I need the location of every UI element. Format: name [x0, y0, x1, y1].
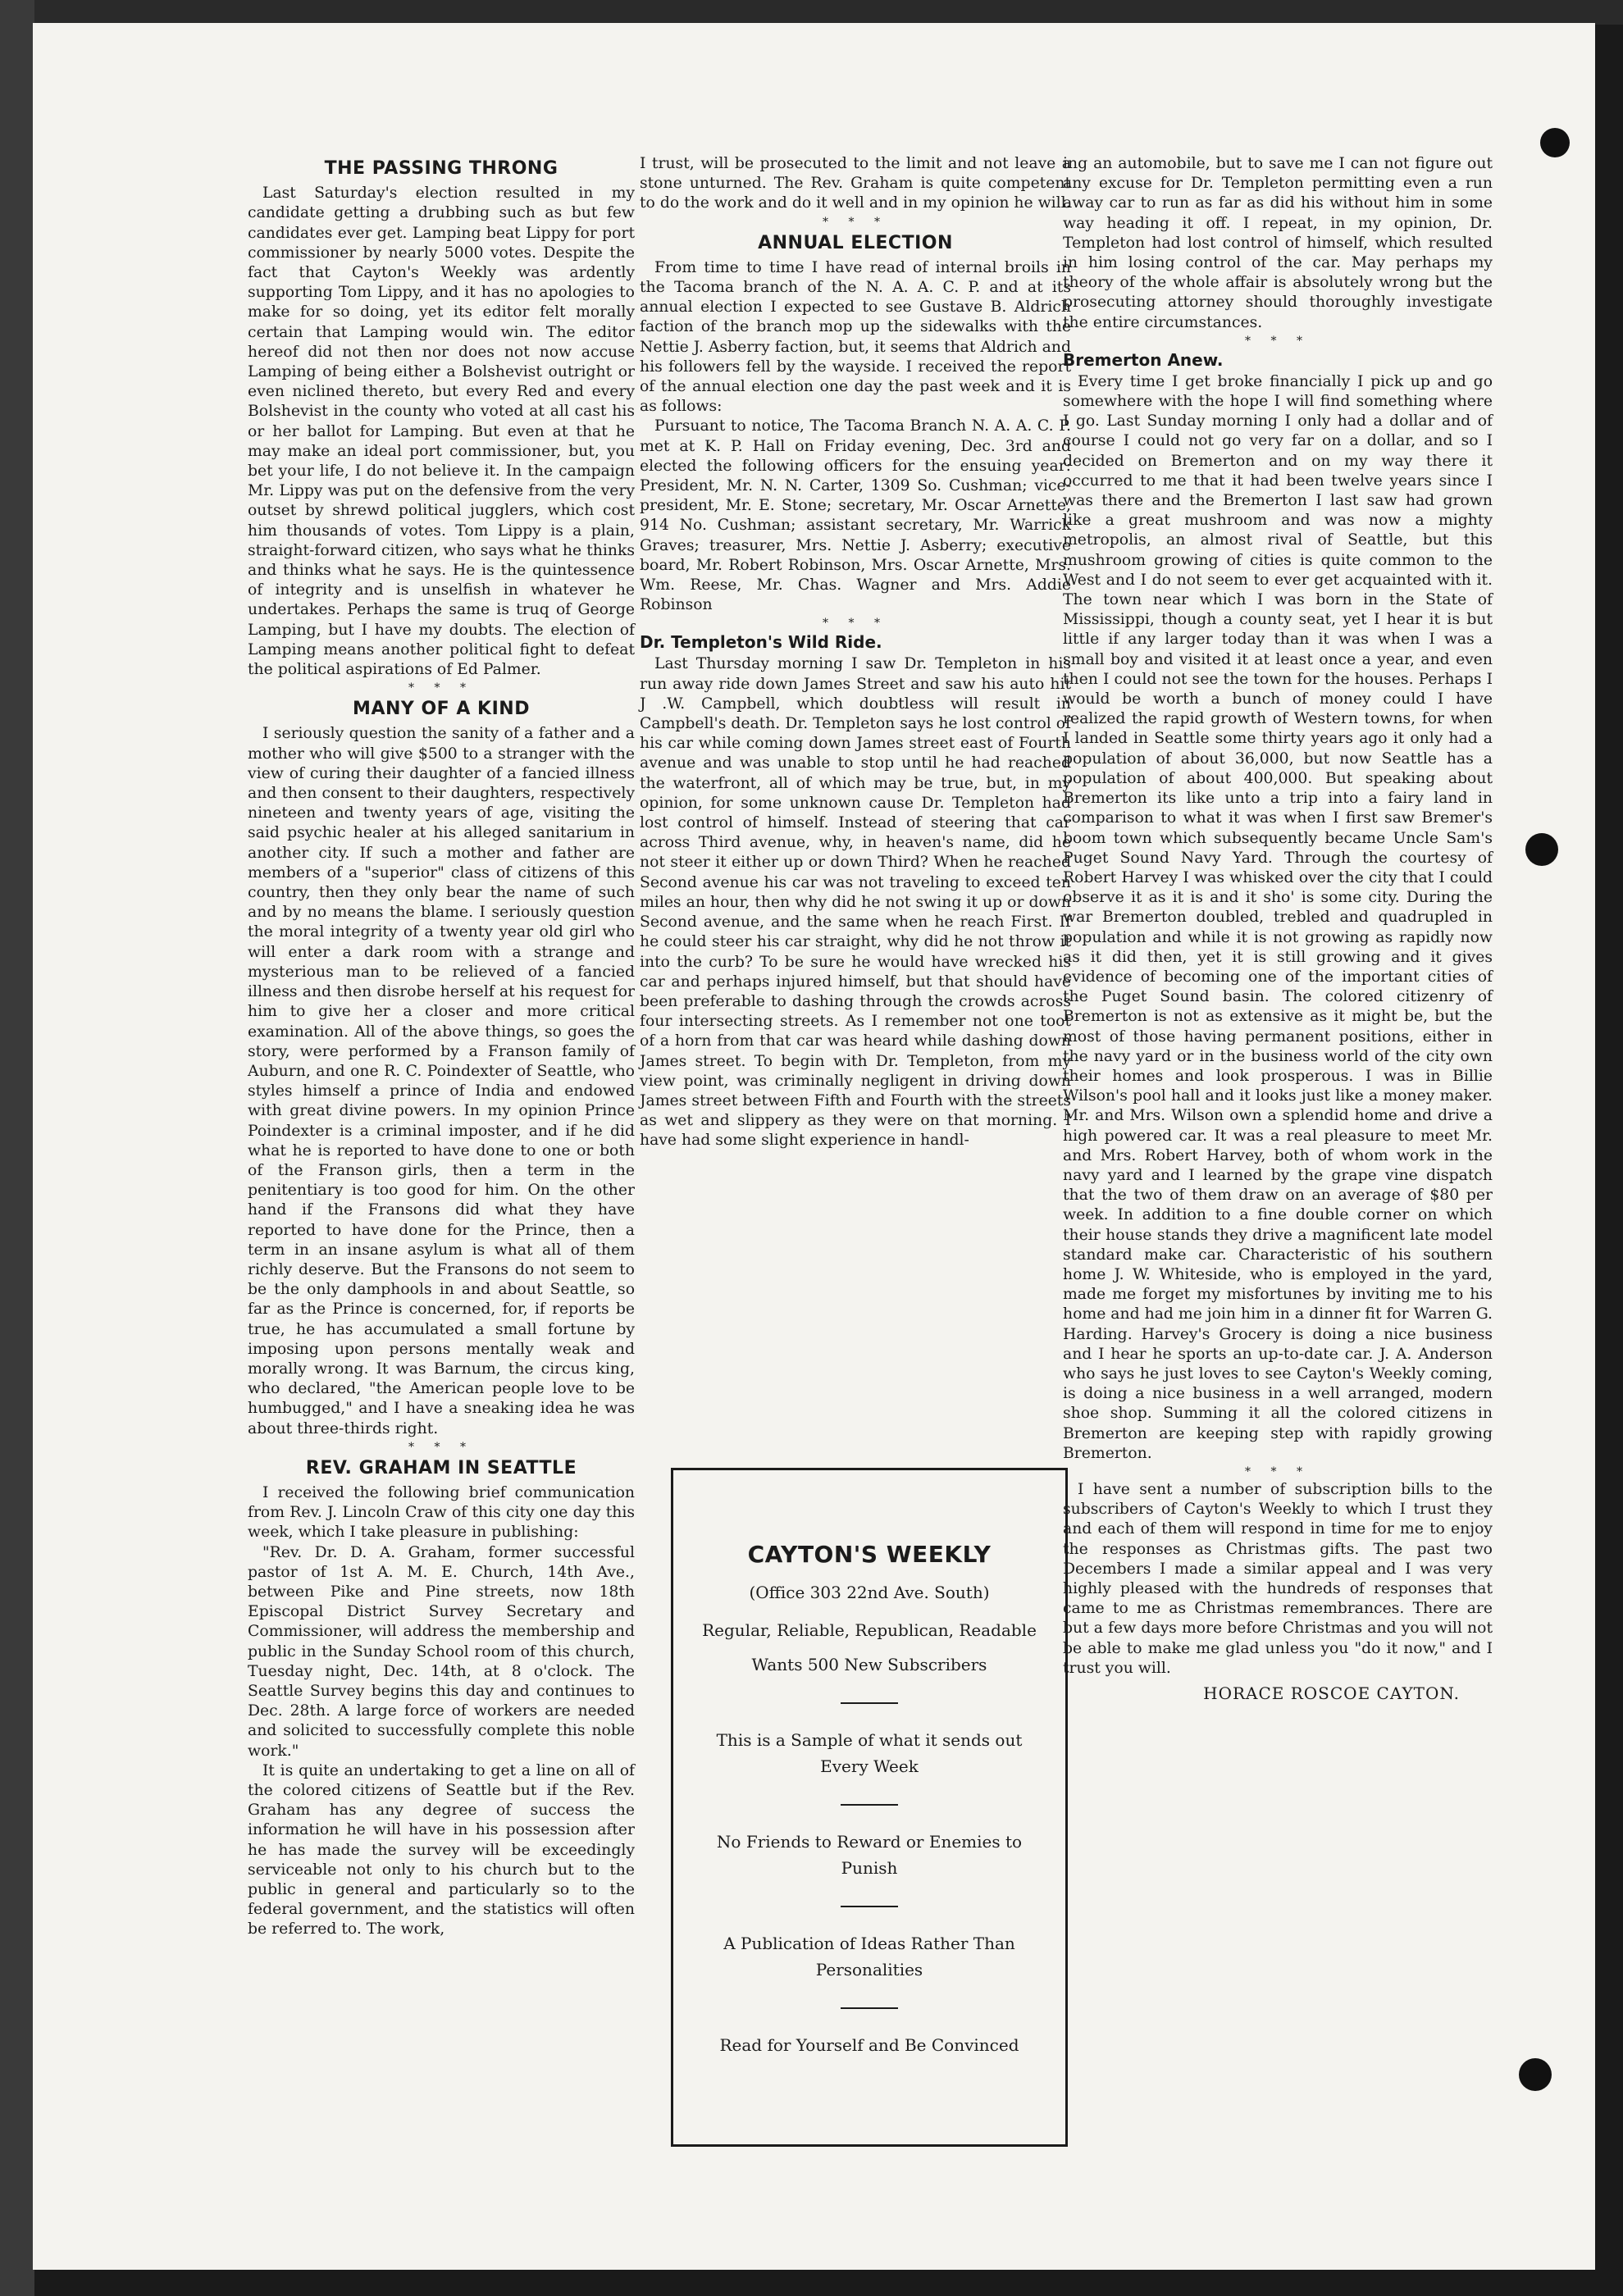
ad-wants: Wants 500 New Subscribers — [751, 1655, 987, 1674]
scan-border-top — [0, 0, 1623, 25]
column-2 — [640, 154, 1071, 1151]
article-paragraph: Last Thursday morning I saw Dr. Templeton in his run away ride down James Street and saw his auto hit J .W. Campbell, which doubtless will result in Campbell's death. Dr. Templeton says he lost control of his car while coming down James street east of Fourth avenue and was unable to stop until he had reached the waterfront, all of which may be true, but, in my opinion, for some unknown cause Dr. Templeton had lost control of himself. Instead of steering that car across Third avenue, why, in heaven's name, did he not steer it either up or down Third? When he reached Second avenue his car was not traveling to exceed ten miles an hour, then why did he not swing it up or down Second avenue, and the same when he reach First. If he could steer his car straight, why did he not throw it into the curb? To be sure he would have wrecked his car and perhaps injured himself, but that should have been preferable to dashing through the crowds across four intersecting streets. As I remember not one toot of a horn from that car was heard while dashing down James street. To begin with Dr. Templeton, from my view point, was criminally negligent in driving down James street between Fifth and Fourth with the streets as wet and slippery as they were on that morning. I have had some slight experience in handl- — [640, 655, 1071, 1150]
binding-hole-top — [1540, 128, 1570, 157]
article-paragraph: Pursuant to notice, The Tacoma Branch N. A. A. C. P. met at K. P. Hall on Friday evening, Dec. 3rd and elected the following officers for the ensuing year: President, Mr. N. N. Carter, 1309 So. Cushman; vice-president, Mr. E. Stone; secretary, Mr. Oscar Arnette, 914 No. Cushman; assistant secretary, Mr. Warrick Graves; treasurer, Mrs. Nettie J. Asberry; executive board, Mr. Robert Robinson, Mrs. Oscar Arnette, Mrs. Wm. Reese, Mr. Chas. Wagner and Mrs. Addie Robinson — [640, 417, 1071, 614]
binding-hole-bottom — [1519, 2058, 1552, 2091]
section-separator: * * * — [1245, 334, 1311, 348]
ad-divider — [841, 1906, 898, 1907]
section-separator: * * * — [408, 1440, 474, 1454]
article-headline: MANY OF A KIND — [353, 699, 530, 720]
caytons-weekly-advertisement-box — [671, 1468, 1068, 2147]
article-paragraph-continued: I trust, will be prosecuted to the limit and not leave a stone unturned. The Rev. Graham is quite competent to do the work and do it well and in my opinion he will. — [640, 155, 1071, 212]
article-headline: REV. GRAHAM IN SEATTLE — [305, 1457, 577, 1478]
article-paragraph: "Rev. Dr. D. A. Graham, former successful pastor of 1st A. M. E. Church, 14th Ave., between Pike and Pine streets, now 18th Episcopal District Survey Secretary and Commissioner, will address the membership and public in the Sunday School room of this church, Tuesday night, Dec. 14th, at 8 o'clock. The Seattle Survey begins this day and continues to Dec. 28th. A large force of workers are needed and solicited to successfully complete this noble work." — [248, 1543, 635, 1760]
article-paragraph: Every time I get broke financially I pick up and go somewhere with the hope I will find something where I go. Last Sunday morning I only had a dollar and of course I could not go very far on a dollar, and so I decided on Bremerton and on my way there it occurred to me that it had been twelve years since I was there and the Bremerton I last saw had grown like a great mushroom and was now a mighty metropolis, an almost rival of Seattle, but this mushroom growing of cities is quite common to the West and I do not seem to ever get acquainted with it. The town near which I was born in the State of Mississippi, though a county seat, yet I hear it is but little if any larger today than it was when I was a small boy and visited it at least once a year, and even then I could not see the town for the houses. Perhaps I would be worth a bunch of money could I have realized the rapid growth of Western towns, for when I landed in Seattle some thirty years ago it only had a population of about 36,000, but now Seattle has a population of about 400,000. But speaking about Bremerton its like unto a trip into a fairy land in comparison to what it was when I first saw Bremer's boom town which subsequently became Uncle Sam's Puget Sound Navy Yard. Through the courtesy of Robert Harvey I was whisked over the city that I could observe it as it is and it sho' is some city. During the war Bremerton doubled, trebled and quadrupled in population and while it is not growing as rapidly now as it did then, yet it is still growing and it gives evidence of becoming one of the important cities of the Puget Sound basin. The colored citizenry of Bremerton is not as extensive as it might be, but the most of those having permanent positions, either in the navy yard or in the business world of the city own their homes and look prosperous. I was in Billie Wilson's pool hall and it looks just like a money maker. Mr. and Mrs. Wilson own a splendid home and drive a high powered car. It was a real pleasure to meet Mr. and Mrs. Robert Harvey, both of whom work in the navy yard and I learned by the grape vine dispatch that the two of them draw on an average of $80 per week. In addition to a fine double corner on which their house stands they drive a magnificent late model standard make car. Characteristic of his southern home J. W. Whiteside, who is employed in the yard, made me forget my misfortunes by inviting me to his home and had me join him in a dinner fit for Warren G. Harding. Harvey's Grocery is doing a nice business and I hear he sports an up-to-date car. J. A. Anderson who says he just loves to see Cayton's Weekly coming, is doing a nice business in a well arranged, modern shoe shop. Summing it all the colored citizens in Bremerton are keeping step with rapidly growing Bremerton. — [1063, 372, 1493, 1462]
column-3 — [1063, 154, 1493, 1703]
column-1 — [248, 154, 635, 1940]
ad-office-address: (Office 303 22nd Ave. South) — [749, 1583, 990, 1602]
ad-divider — [841, 2007, 898, 2009]
article-paragraph: I received the following brief communication from Rev. J. Lincoln Craw of this city one day this week, which I take pleasure in publishing: — [248, 1483, 635, 1542]
ad-divider — [841, 1702, 898, 1704]
ad-tagline: Regular, Reliable, Republican, Readable — [702, 1620, 1037, 1640]
article-paragraph: Last Saturday's election resulted in my candidate getting a drubbing such as but few candidates ever get. Lamping beat Lippy for port commissioner by nearly 5000 votes. Despite the fact that Cayton's Weekly was ardently supporting Tom Lippy, and it has no apologies to make for so doing, yet its editor felt morally certain that Lamping would win. The editor hereof did not then nor does not now accuse Lamping of being either a Bolshevist outright or even niclined thereto, but every Red and every Bolshevist in the county who voted at all cast his or her ballot for Lamping. But even at that he may make an ideal port commissioner, but, you bet your life, I do not believe it. In the campaign Mr. Lippy was put on the defensive from the very outset by shrewd political jugglers, which cost him thousands of votes. Tom Lippy is a plain, straight-forward citizen, who says what he thinks and thinks what he says. He is the quintessence of integrity and is unselfish in whatever he undertakes. Perhaps the same is truq of George Lamping, but I have my doubts. The election of Lamping means another political fight to defeat the political aspirations of Ed Palmer. — [248, 184, 635, 679]
ad-divider — [841, 1804, 898, 1806]
author-signature: HORACE ROSCOE CAYTON. — [1203, 1683, 1460, 1704]
ad-title: CAYTON'S WEEKLY — [747, 1541, 992, 1568]
ad-item-ideas: A Publication of Ideas Rather Than Personalities — [723, 1934, 1015, 1979]
article-headline: Dr. Templeton's Wild Ride. — [640, 632, 882, 653]
section-separator: * * * — [823, 617, 888, 631]
article-paragraph: It is quite an undertaking to get a line on all of the colored citizens of Seattle but if the Rev. Graham has any degree of success the information he will have in his possession after he has made the survey will be exceedingly serviceable not only to his church but to the public in general and particularly so to the federal government, and the statistics will often be referred to. The work, — [248, 1761, 635, 1938]
article-paragraph: I seriously question the sanity of a father and a mother who will give $500 to a stranger with the view of curing their daughter of a fancied illness and then consent to their daughters, respectively nineteen and twenty years of age, visiting the said psychic healer at his alleged sanitarium in another city. If such a mother and father are members of a "superior" class of citizens of this country, then they only bear the name of such and by no means the blame. I seriously question the moral integrity of a twenty year old girl who will enter a dark room with a strange and mysterious man to be relieved of a fancied illness and then disrobe herself at his request for him to give her a closer and more critical examination. All of the above things, so goes the story, were performed by a Franson family of Auburn, and one R. C. Poindexter of Seattle, who styles himself a prince of India and endowed with great divine powers. In my opinion Prince Poindexter is a criminal imposter, and if he did what he is reported to have done to one or both of the Franson girls, then a term in the penitentiary is too good for him. On the other hand if the Fransons did what they have reported to have done for the Prince, then a term in an insane asylum is what all of them richly deserve. But the Fransons do not seem to be the only damphools in and about Seattle, so far as the Prince is concerned, for, if reports be true, he has accumulated a small fortune by imposing upon persons mentally weak and morally wrong. It was Barnum, the circus king, who declared, "the American people love to be humbugged," and I have a sneaking idea he was about three-thirds right. — [248, 725, 635, 1437]
ad-item-read: Read for Yourself and Be Convinced — [719, 2035, 1019, 2055]
ad-item-sample: This is a Sample of what it sends out Every Week — [716, 1730, 1023, 1776]
section-separator: * * * — [1245, 1465, 1311, 1478]
article-paragraph: I have sent a number of subscription bills to the subscribers of Cayton's Weekly to which I trust they and each of them will respond in time for me to enjoy the responses as Christmas gifts. The past two Decembers I made a similar appeal and I was very highly pleased with the hundreds of responses that came to me as Christmas remembrances. There are but a few days more before Christmas and you will not be able to make me glad unless you "do it now," and I trust you will. — [1063, 1481, 1493, 1677]
article-headline: THE PASSING THRONG — [324, 158, 558, 179]
scan-border-left — [0, 0, 34, 2296]
section-separator: * * * — [823, 215, 888, 229]
article-headline: Bremerton Anew. — [1063, 349, 1224, 370]
article-headline: ANNUAL ELECTION — [758, 232, 953, 253]
section-separator: * * * — [408, 681, 474, 695]
article-paragraph-continued: ing an automobile, but to save me I can not figure out any excuse for Dr. Templeton permitting even a run away car to run as far as did his without him in some way heading it off. I repeat, in my opinion, Dr. Templeton had lost control of himself, which resulted in him losing control of the car. May perhaps my theory of the whole affair is absolutely wrong but the prosecuting attorney should thoroughly investigate the entire circumstances. — [1063, 155, 1493, 331]
article-paragraph: From time to time I have read of internal broils in the Tacoma branch of the N. A. A. C. P. and at its annual election I expected to see Gustave B. Aldrich faction of the branch mop up the sidewalks with the Nettie J. Asberry faction, but, it seems that Aldrich and his followers fell by the wayside. I received the report of the annual election one day the past week and it is as follows: — [640, 258, 1071, 416]
binding-hole-middle — [1525, 833, 1558, 866]
ad-item-no-friends: No Friends to Reward or Enemies to Punish — [716, 1832, 1023, 1878]
newspaper-page — [33, 23, 1595, 2270]
